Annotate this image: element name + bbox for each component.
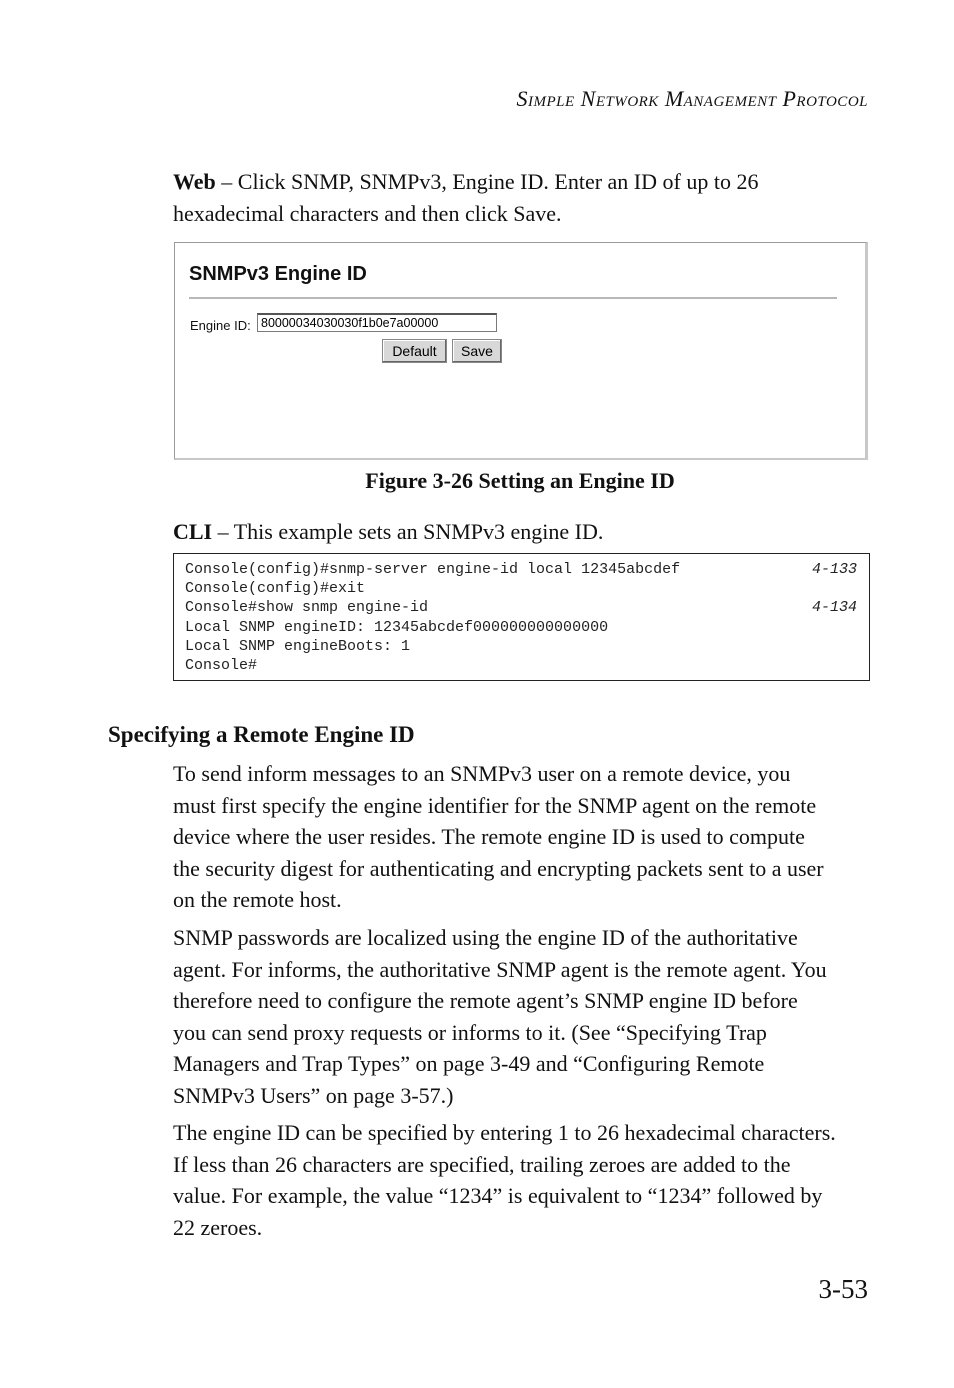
paragraph-line: value. For example, the value “1234” is equivalent to “1234” followed by xyxy=(173,1183,823,1208)
web-text-line2: hexadecimal characters and then click Save. xyxy=(173,200,562,226)
paragraph xyxy=(173,922,873,1111)
paragraph-line: SNMP passwords are localized using the engine ID of the authoritative xyxy=(173,925,798,950)
paragraph-line: therefore need to configure the remote agent’s SNMP engine ID before xyxy=(173,988,798,1013)
code-line: Local SNMP engineBoots: 1 xyxy=(185,638,411,655)
paragraph-line: If less than 26 characters are specified, trailing zeroes are added to the xyxy=(173,1151,791,1177)
screenshot-title: SNMPv3 Engine ID xyxy=(189,263,367,285)
running-header: Simple Network Management Protocol xyxy=(516,86,868,111)
web-label: Web xyxy=(173,169,216,194)
page-number: 3-53 xyxy=(818,1274,868,1304)
engine-id-label: Engine ID: xyxy=(190,318,251,333)
paragraph-line: the security digest for authenticating and encrypting packets sent to a user xyxy=(173,855,824,881)
code-page-ref: 4-133 xyxy=(811,561,857,578)
paragraph-line: To send inform messages to an SNMPv3 user on a remote device, you xyxy=(173,761,791,786)
paragraph-line: you can send proxy requests or informs to it. (See “Specifying Trap xyxy=(173,1019,767,1045)
cli-label: CLI xyxy=(173,519,213,544)
paragraph-line: Managers and Trap Types” on page 3-49 and “Configuring Remote xyxy=(173,1051,765,1076)
default-button[interactable]: Default xyxy=(382,339,447,363)
paragraph-line: must first specify the engine identifier for the SNMP agent on the remote xyxy=(173,792,817,818)
figure-caption: Figure 3-26 Setting an Engine ID xyxy=(365,468,675,493)
paragraph-line: 22 zeroes. xyxy=(173,1214,263,1240)
code-line: Local SNMP engineID: 12345abcdef000000000000000 xyxy=(185,619,609,636)
code-line: Console#show snmp engine-id xyxy=(185,599,429,616)
cli-code-box xyxy=(173,553,870,681)
web-text-line1: – Click SNMP, SNMPv3, Engine ID. Enter an ID of up to 26 xyxy=(215,169,759,194)
web-instruction xyxy=(173,166,758,229)
engine-id-screenshot xyxy=(174,242,868,460)
paragraph-line: device where the user resides. The remote engine ID is used to compute xyxy=(173,824,805,849)
code-line: Console# xyxy=(185,657,258,674)
code-line: Console(config)#exit xyxy=(185,580,366,597)
section-heading: Specifying a Remote Engine ID xyxy=(108,722,415,747)
title-divider xyxy=(189,297,837,299)
paragraph-line: The engine ID can be specified by entering 1 to 26 hexadecimal characters. xyxy=(173,1120,836,1145)
engine-id-input[interactable] xyxy=(257,313,497,332)
save-button[interactable]: Save xyxy=(452,339,502,363)
cli-instruction xyxy=(173,516,603,548)
paragraph-line: agent. For informs, the authoritative SNMP agent is the remote agent. You xyxy=(173,956,827,982)
paragraph xyxy=(173,758,873,916)
code-line: Console(config)#snmp-server engine-id local 12345abcdef xyxy=(185,561,681,578)
paragraph-line: SNMPv3 Users” on page 3-57.) xyxy=(173,1082,454,1108)
paragraph xyxy=(173,1117,873,1243)
paragraph-line: on the remote host. xyxy=(173,887,342,912)
code-page-ref: 4-134 xyxy=(811,599,857,616)
cli-text: – This example sets an SNMPv3 engine ID. xyxy=(212,519,604,544)
